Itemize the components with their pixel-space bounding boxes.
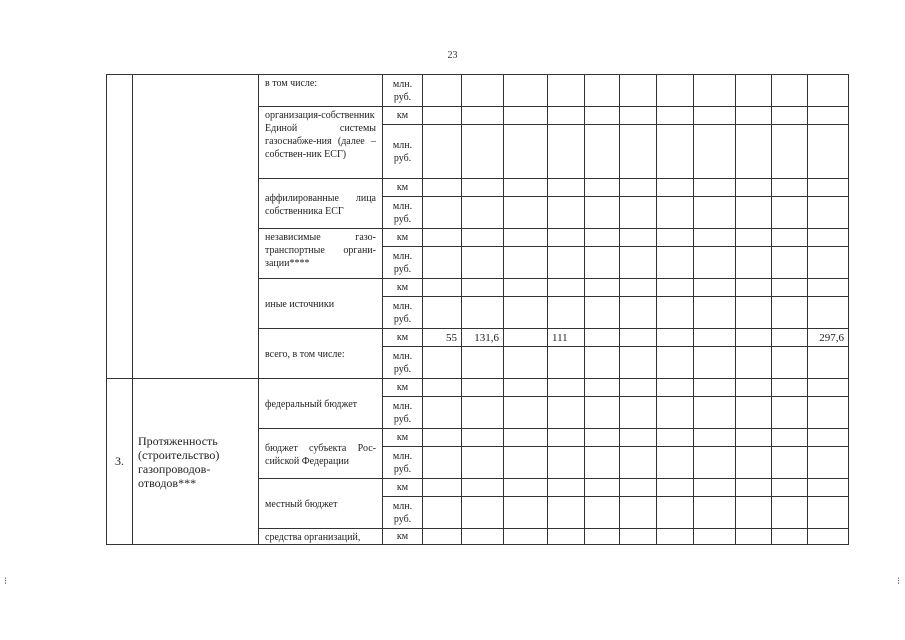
source-label: иные источники (259, 279, 383, 329)
table-row (107, 379, 849, 397)
table-row (107, 75, 849, 107)
value-cell: 55 (423, 329, 462, 347)
unit-cell: млн. руб. (383, 397, 423, 429)
unit-cell: км (383, 107, 423, 125)
source-label: бюджет субъекта Рос-сийской Федерации (259, 429, 383, 479)
source-label: в том числе: (259, 75, 383, 107)
indicator-cell (133, 75, 259, 379)
value-cell (620, 329, 657, 347)
edge-mark: ⁝ (4, 576, 8, 587)
value-cell (694, 329, 736, 347)
section-number: 3. (107, 379, 133, 545)
page-number: 23 (447, 50, 458, 61)
unit-cell: млн. руб. (383, 247, 423, 279)
unit-cell: км (383, 379, 423, 397)
indicator-label: Протяженность (строительство) газопроводов-отводов*** (133, 379, 259, 545)
source-label: организация-собственник Единой системы газоснабже-ния (далее – собствен-ник ЕСГ) (259, 107, 383, 179)
investment-table (106, 74, 849, 545)
unit-cell: км (383, 429, 423, 447)
number-cell (107, 75, 133, 379)
value-cell (657, 329, 694, 347)
unit-cell: млн. руб. (383, 497, 423, 529)
unit-cell: млн. руб. (383, 75, 423, 107)
unit-cell: км (383, 229, 423, 247)
source-label: всего, в том числе: (259, 329, 383, 379)
unit-cell: км (383, 529, 423, 545)
unit-cell: млн. руб. (383, 197, 423, 229)
unit-cell: млн. руб. (383, 125, 423, 179)
unit-cell: км (383, 179, 423, 197)
unit-cell: млн. руб. (383, 447, 423, 479)
value-cell (772, 329, 808, 347)
source-label: средства организаций, (259, 529, 383, 545)
source-label: аффилированные лица собственника ЕСГ (259, 179, 383, 229)
value-cell: 111 (548, 329, 585, 347)
unit-cell: км (383, 279, 423, 297)
value-cell (585, 329, 620, 347)
unit-cell: км (383, 479, 423, 497)
value-cell: 297,6 (808, 329, 849, 347)
unit-cell: км (383, 329, 423, 347)
value-cell (504, 329, 548, 347)
value-cell: 131,6 (462, 329, 504, 347)
value-cell (736, 329, 772, 347)
unit-cell: млн. руб. (383, 297, 423, 329)
source-label: федеральный бюджет (259, 379, 383, 429)
unit-cell: млн. руб. (383, 347, 423, 379)
source-label: независимые газо-транспортные органи-зации**** (259, 229, 383, 279)
source-label: местный бюджет (259, 479, 383, 529)
edge-mark: ⁝ (897, 576, 901, 587)
